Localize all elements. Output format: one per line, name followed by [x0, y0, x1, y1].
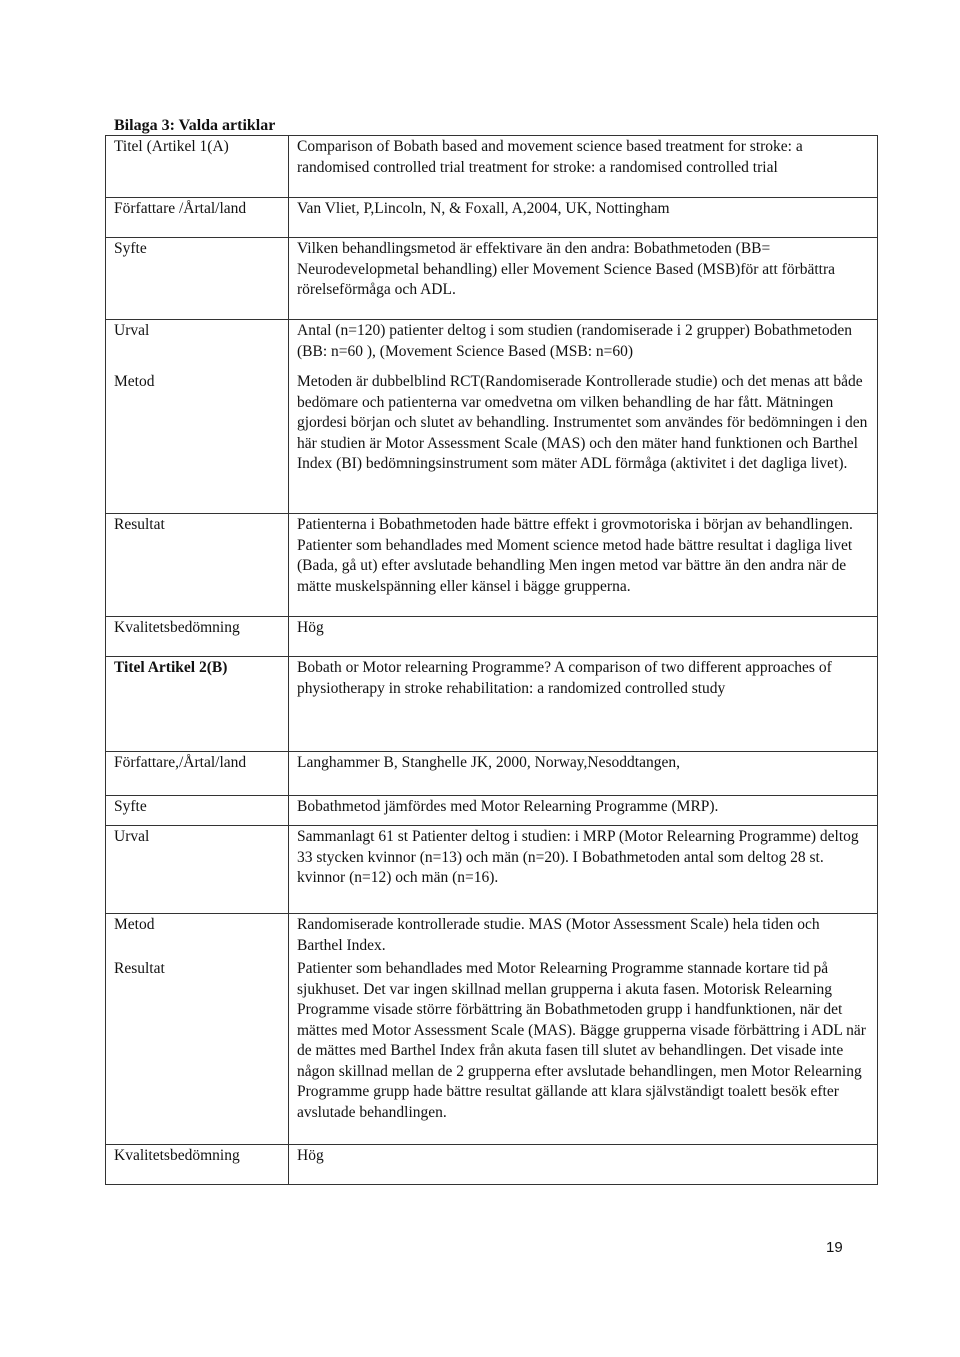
- a1-syfte: Vilken behandlingsmetod är effektivare än den andra: Bobathmetoden (BB= Neurodevelopmetal behandling) eller Movement Science Based (MSB)för att förbättra rörelseförmåga och ADL.: [289, 238, 878, 320]
- a2-kval-label: Kvalitetsbedömning: [106, 1145, 289, 1185]
- table-row-a2-title: [106, 657, 878, 752]
- a2-author-label: Författare,/Årtal/land: [106, 752, 289, 796]
- a2-metod-label: Metod: [106, 914, 289, 958]
- a2-syfte: Bobathmetod jämfördes med Motor Relearning Programme (MRP).: [289, 796, 878, 826]
- a2-kval: Hög: [289, 1145, 878, 1185]
- a1-metod: Metoden är dubbelblind RCT(Randomiserade Kontrollerade studie) och det menas att både bedömare och patienterna var omedvetna om vilken behandling de har fått. Mätningen gjordesi början och slutet av behandling. Instrumentet som användes för bedömningen i den här studien är Motor Assessment Scale (MAS) och den mäter hand funktionen och Barthel Index (BI) bedömningsinstrument som mäter ADL förmåga (aktivitet i det dagliga livet).: [289, 371, 878, 514]
- a1-urval: Antal (n=120) patienter deltog i som studien (randomiserade i 2 grupper) Bobathmetoden (BB: n=60 ), (Movement Science Based (MSB: n=60): [289, 320, 878, 371]
- table-row-a1-urval: [106, 320, 878, 371]
- table-row-a1-metod: [106, 371, 878, 514]
- articles-table: [105, 135, 878, 1185]
- a2-resultat-label: Resultat: [106, 958, 289, 1145]
- table-row-a2-resultat: [106, 958, 878, 1145]
- table-row-a1-author: [106, 198, 878, 238]
- a2-title: Bobath or Motor relearning Programme? A comparison of two different approaches of physiotherapy in stroke rehabilitation: a randomized controlled study: [289, 657, 878, 752]
- a1-title-label: Titel (Artikel 1(A): [106, 136, 289, 198]
- a2-metod: Randomiserade kontrollerade studie. MAS (Motor Assessment Scale) hela tiden och Barthel Index.: [289, 914, 878, 958]
- a2-author: Langhammer B, Stanghelle JK, 2000, Norway,Nesoddtangen,: [289, 752, 878, 796]
- table-row-a1-resultat: [106, 514, 878, 617]
- table-row-a2-kval: [106, 1145, 878, 1185]
- table-row-a1-kval: [106, 617, 878, 657]
- table-row-a2-syfte: [106, 796, 878, 826]
- a1-author-label: Författare /Årtal/land: [106, 198, 289, 238]
- a2-urval-label: Urval: [106, 826, 289, 914]
- page-number: 19: [826, 1239, 843, 1256]
- a2-resultat: Patienter som behandlades med Motor Relearning Programme stannade kortare tid på sjukhuset. Det var ingen skillnad mellan grupperna i akuta fasen. Motorisk Relearning Programme visade större förbättring än Bobathmetoden grupp i handfunktionen, när det mättes med Motor Assessment Scale (MAS). Bägge grupperna visade förbättring i ADL när de mättes med Barthel Index från akuta fasen till slutet av behandlingen. Det visade inte någon skillnad mellan de 2 grupperna efter avslutade behandlingen, men Motor Relearning Programme grupp hade bättre resultat gällande att klara självständigt toalett besök efter avslutade behandlingen.: [289, 958, 878, 1145]
- table-row-a1-syfte: [106, 238, 878, 320]
- table-row-a1-title: [106, 136, 878, 198]
- a1-author: Van Vliet, P,Lincoln, N, & Foxall, A,2004, UK, Nottingham: [289, 198, 878, 238]
- a1-resultat-label: Resultat: [106, 514, 289, 617]
- table-row-a2-urval: [106, 826, 878, 914]
- a1-metod-label: Metod: [106, 371, 289, 514]
- a1-resultat: Patienterna i Bobathmetoden hade bättre effekt i grovmotoriska i början av behandlingen. Patienter som behandlades med Moment science metod hade bättre resultat i dagliga livet (Bada, gå ut) efter avslutade behandling Men ingen metod var bättre än den andra när de mätte muskelspänning eller känsel i bägge grupperna.: [289, 514, 878, 617]
- a1-title: Comparison of Bobath based and movement science based treatment for stroke: a randomised controlled trial treatment for stroke: a randomised controlled trial: [289, 136, 878, 198]
- table-row-a2-metod: [106, 914, 878, 958]
- a1-urval-label: Urval: [106, 320, 289, 371]
- table-row-a2-author: [106, 752, 878, 796]
- appendix-heading: Bilaga 3: Valda artiklar: [114, 117, 276, 134]
- a2-urval: Sammanlagt 61 st Patienter deltog i studien: i MRP (Motor Relearning Programme) deltog 33 stycken kvinnor (n=13) och män (n=20). I Bobathmetoden antal som deltog 28 st. kvinnor (n=12) och män (n=16).: [289, 826, 878, 914]
- a2-title-label: Titel Artikel 2(B): [106, 657, 289, 752]
- a2-syfte-label: Syfte: [106, 796, 289, 826]
- a1-syfte-label: Syfte: [106, 238, 289, 320]
- a1-kval: Hög: [289, 617, 878, 657]
- a1-kval-label: Kvalitetsbedömning: [106, 617, 289, 657]
